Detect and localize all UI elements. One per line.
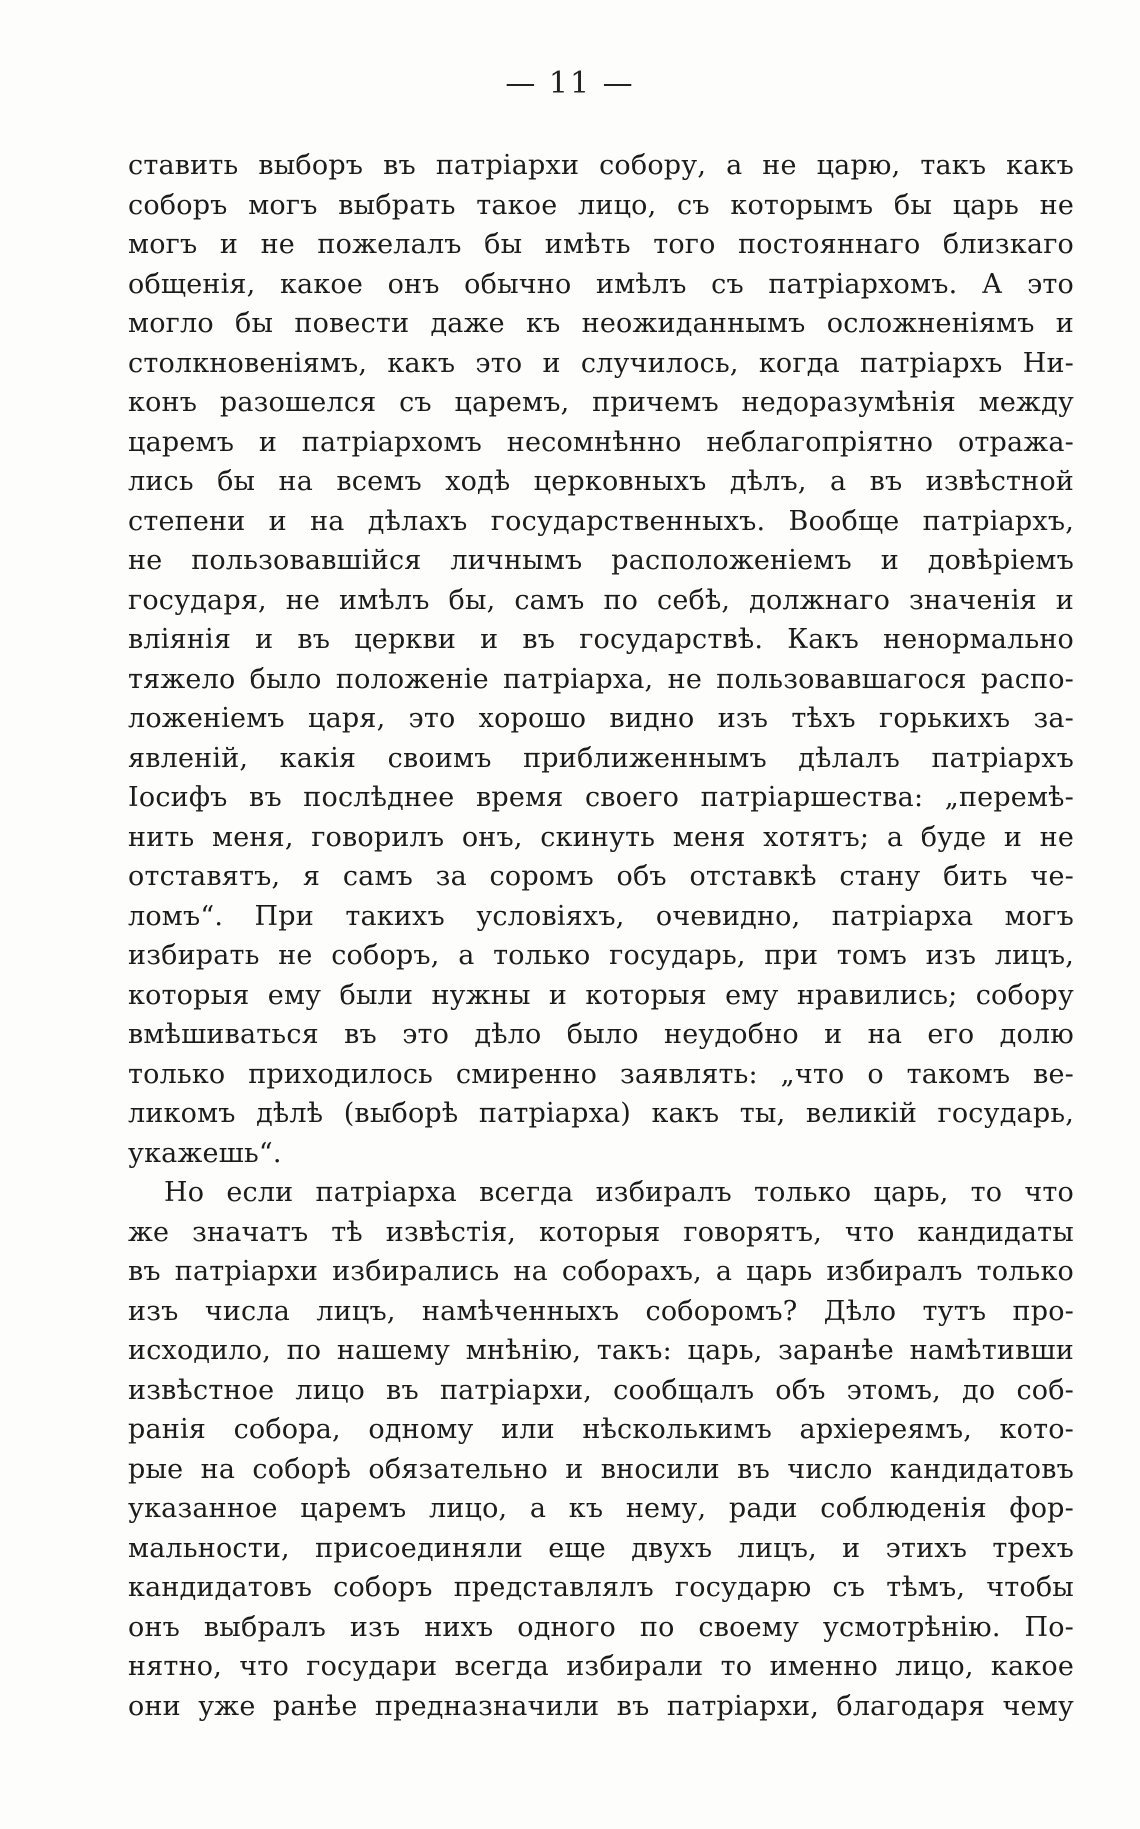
text-line: въ патріархи избирались на соборахъ, а царь избиралъ только <box>128 1256 1074 1287</box>
text-line: которыя ему были нужны и которыя ему нравились; собору <box>128 979 1074 1011</box>
text-line: государя, не имѣлъ бы, самъ по себѣ, должнаго значенія и <box>128 584 1074 616</box>
text-line: они уже ранѣе предназначили въ патріархи, благодаря чему <box>128 1690 1074 1722</box>
text-line: отставятъ, я самъ за соромъ объ отставкѣ стану бить че- <box>128 861 1074 892</box>
text-line: ложеніемъ царя, это хорошо видно изъ тѣхъ горькихъ за- <box>128 703 1074 734</box>
text-line: онъ выбралъ изъ нихъ одного по своему усмотрѣнію. По- <box>128 1611 1074 1643</box>
text-line: указанное царемъ лицо, а къ нему, ради соблюденія фор- <box>128 1493 1074 1524</box>
text-line: общенія, какое онъ обычно имѣлъ съ патріархомъ. А это <box>128 268 1074 300</box>
body-text <box>128 146 1074 1726</box>
text-line: Но если патріарха всегда избиралъ только царь, то что <box>164 1177 1074 1208</box>
page-number: — 11 — <box>505 66 635 101</box>
text-line: конъ разошелся съ царемъ, причемъ недоразумѣнія между <box>128 387 1074 418</box>
text-line: исходило, по нашему мнѣнію, такъ: царь, заранѣе намѣтивши <box>128 1335 1074 1366</box>
text-line: ставить выборъ въ патріархи собору, а не царю, такъ какъ <box>128 150 1074 181</box>
text-line: кандидатовъ соборъ представлялъ государю съ тѣмъ, чтобы <box>128 1572 1074 1603</box>
text-line: могло бы повести даже къ неожиданнымъ осложненіямъ и <box>128 308 1074 339</box>
text-line: соборъ могъ выбрать такое лицо, съ которымъ бы царь не <box>128 189 1074 221</box>
text-line: Іосифъ въ послѣднее время своего патріаршества: „перемѣ- <box>128 782 1074 813</box>
text-line: вліянія и въ церкви и въ государствѣ. Какъ ненормально <box>128 624 1074 655</box>
text-line: же значатъ тѣ извѣстія, которыя говорятъ, что кандидаты <box>128 1216 1074 1248</box>
text-line: рые на соборѣ обязательно и вносили въ число кандидатовъ <box>128 1453 1074 1485</box>
text-line: царемъ и патріархомъ несомнѣнно неблагопріятно отража- <box>128 426 1074 458</box>
text-line: ранія собора, одному или нѣсколькимъ архіереямъ, кото- <box>128 1414 1074 1445</box>
text-line: избирать не соборъ, а только государь, при томъ изъ лицъ, <box>128 940 1074 971</box>
text-line: нятно, что государи всегда избирали то именно лицо, какое <box>128 1651 1074 1682</box>
text-line: ликомъ дѣлѣ (выборѣ патріарха) какъ ты, великій государь, <box>128 1098 1074 1129</box>
text-line: ломъ“. При такихъ условіяхъ, очевидно, патріарха могъ <box>128 900 1074 932</box>
text-line: не пользовавшійся личнымъ расположеніемъ и довѣріемъ <box>128 545 1074 576</box>
text-line: могъ и не пожелалъ бы имѣть того постояннаго близкаго <box>128 229 1074 260</box>
text-line: вмѣшиваться въ это дѣло было неудобно и на его долю <box>128 1019 1074 1050</box>
text-line: извѣстное лицо въ патріархи, сообщалъ объ этомъ, до соб- <box>128 1374 1074 1406</box>
text-line: укажешь“. <box>128 1137 282 1169</box>
text-line: лись бы на всемъ ходѣ церковныхъ дѣлъ, а въ извѣстной <box>128 466 1074 497</box>
text-line: нить меня, говорилъ онъ, скинуть меня хотятъ; а буде и не <box>128 821 1074 853</box>
text-line: степени и на дѣлахъ государственныхъ. Вообще патріархъ, <box>128 505 1074 537</box>
text-line: тяжело было положеніе патріарха, не пользовавшагося распо- <box>128 663 1074 695</box>
text-line: мальности, присоединяли еще двухъ лицъ, и этихъ трехъ <box>128 1532 1074 1564</box>
text-line: изъ числа лицъ, намѣченныхъ соборомъ? Дѣло тутъ про- <box>128 1295 1074 1327</box>
text-line: только приходилось смиренно заявлять: „что о такомъ ве- <box>128 1058 1074 1090</box>
text-line: явленій, какія своимъ приближеннымъ дѣлалъ патріархъ <box>128 742 1074 774</box>
text-line: столкновеніямъ, какъ это и случилось, когда патріархъ Ни- <box>128 347 1074 379</box>
